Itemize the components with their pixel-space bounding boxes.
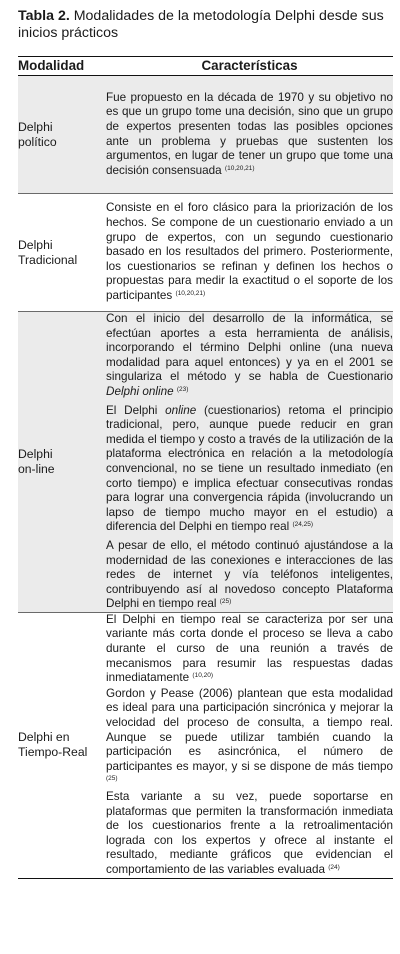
citation-ref: (24) [328,863,340,871]
citation-ref: (25) [106,775,118,783]
table-row [18,312,393,613]
description-paragraph [106,687,393,789]
table-row [18,612,393,878]
modality-line: Delphi [18,119,53,134]
modality-cell [18,312,106,613]
italic-text: Delphi online [106,384,174,398]
description-paragraph [106,790,393,878]
citation-ref: (23) [176,385,189,393]
citation-ref: (10,20,21) [224,164,255,172]
citation-ref: (10,20,21) [175,289,206,297]
paragraph-text: (cuestionarios) retoma el principio tradicional, pero, aunque puede reducir en gran medida el tiempo y costo a través de la utilización de la plataforma electrónica en relación a la metodología convencional, no se tiene un resultado inmediato (en corto tiempo) e implica efectuar consecutivas rondas para lograr una convergencia rápida (involucrando un lapso de tiempo mucho mayor en el estudio) a diferencia del Delphi en tiempo real [106,403,393,534]
table-row [18,76,393,194]
paragraph-text: Con el inicio del desarrollo de la informática, se efectúan aportes a esta herramienta de análisis, incorporando el término Delphi online (una nueva modalidad para aquel entonces) y ya en el 2001 se singulariza el método y se habla de Cuestionario [106,312,393,384]
paragraph-text: A pesar de ello, el método continuó ajustándose a la modernidad de las conexiones e interacciones de las redes de internet y vía teléfonos inteligentes, contribuyendo así al novedoso concepto Plataforma Delphi en tiempo real [106,538,393,611]
citation-ref: (24,25) [292,521,314,529]
caption-text: Modalidades de la metodología Delphi desde sus inicios prácticos [18,8,384,41]
paragraph-text: El Delphi en tiempo real se caracteriza por ser una variante más corta donde el proceso se lleva a cabo durante el curso de una reunión a través de mecanismos para resumir las respuestas dadas inmediatamente [106,612,393,685]
description-paragraph [106,539,393,612]
citation-ref: (10,20) [192,672,214,680]
modality-line: Delphi [18,446,53,461]
description-paragraph [106,91,393,179]
description-paragraph [106,613,393,686]
modality-line: político [18,134,57,149]
paragraph-text: Esta variante a su vez, puede soportarse en plataformas que permiten la transformación inmediata de los cuestionarios frente a la retroalimentación lograda con los expertos y ofrece al instante el resultado, mediante gráficos que evidencian el comportamiento de las variables evaluada [106,790,393,876]
modality-line: on-line [18,461,55,476]
paragraph-text: Fue propuesto en la década de 1970 y su objetivo no es que un grupo tome una decisión, sino que un grupo de expertos presenten todas las posibles opciones ante un problema y pruebas que sustenten los argumentos, en lugar de tener un grupo que tome una decisión consensuada [106,90,393,177]
header-modalidad: Modalidad [18,57,106,76]
modality-line: Delphi [18,237,53,252]
table-row [18,194,393,312]
modality-cell [18,194,106,312]
description-paragraph [106,201,393,303]
description-cell [106,312,393,613]
paragraph-text: Consiste en el foro clásico para la priorización de los hechos. Se compone de un cuestionario enviado a un grupo de expertos, con un segundo cuestionario basado en los resultados del primero. Posteriormente, los cuestionarios se refinan y definen los hechos o propuestas para medir la exactitud o el soporte de los participantes [106,201,393,302]
citation-ref: (25) [219,598,232,606]
description-cell [106,194,393,312]
description-cell [106,612,393,878]
description-paragraph [106,404,393,535]
modality-line: Tradicional [18,252,78,267]
modalities-table [18,56,393,879]
header-caracteristicas: Características [106,57,393,76]
italic-text: online [165,403,197,417]
modality-cell [18,612,106,878]
modality-line: Delphi en [18,730,70,745]
description-paragraph [106,312,393,400]
table-header-row [18,57,393,76]
modality-line: Tiempo-Real [18,745,88,760]
table-caption [18,8,394,42]
paragraph-text: El Delphi [106,403,166,417]
description-cell [106,76,393,194]
paragraph-text: Gordon y Pease (2006) plantean que esta modalidad es ideal para una participación sincrónica y mejorar la velocidad del proceso de consulta, a tiempo real. Aunque se puede utilizar también cuando la participación es asincrónica, el número de participantes es mayor, y si se dispone de más tiempo [106,686,393,773]
modality-cell [18,76,106,194]
caption-label: Tabla 2. [18,8,70,24]
